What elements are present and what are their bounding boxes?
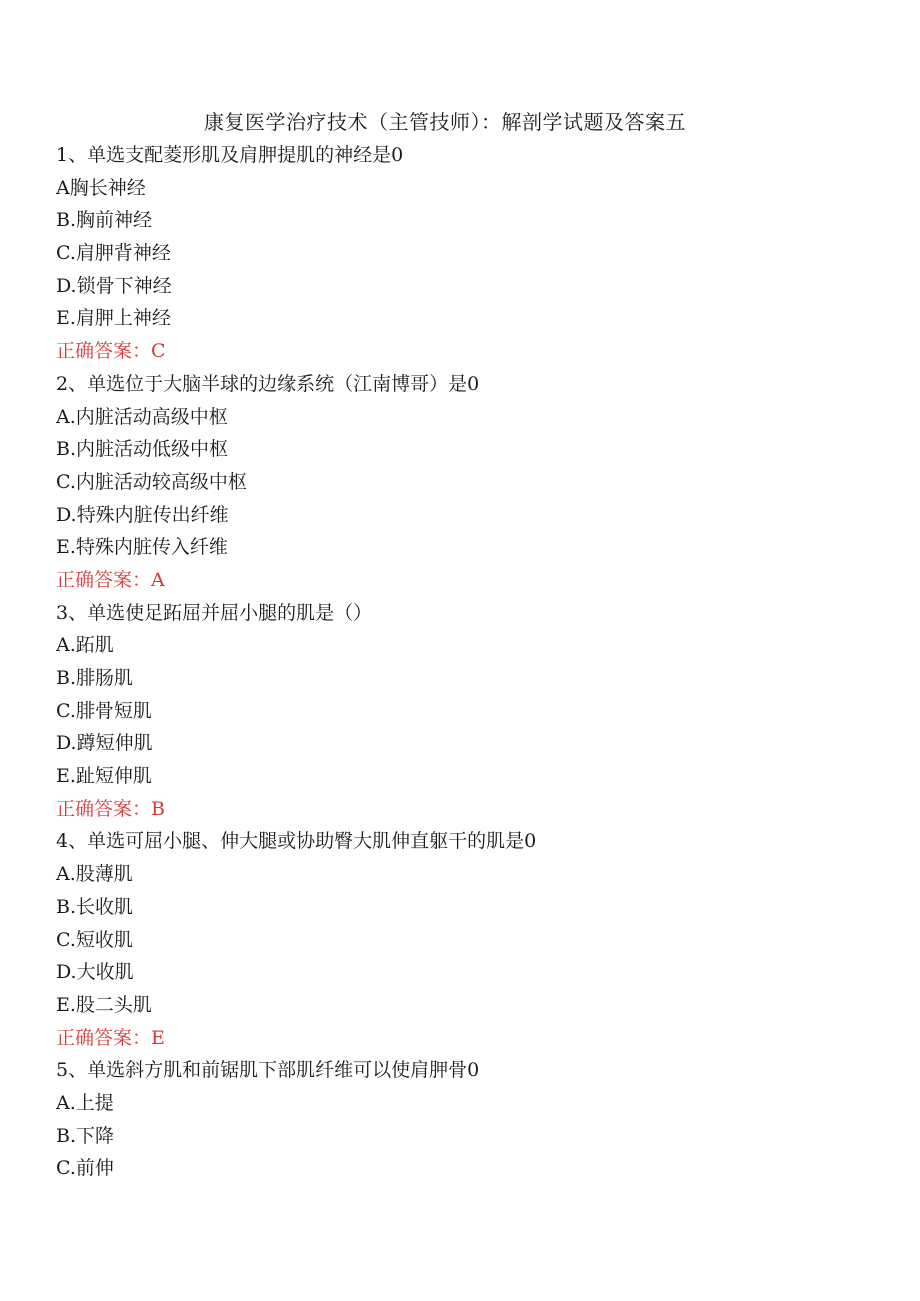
option-2b: B.内脏活动低级中枢 xyxy=(56,438,229,461)
option-5a: A.上提 xyxy=(56,1091,114,1114)
question-stem-1: 1、单选支配菱形肌及肩胛提肌的神经是0 xyxy=(56,144,404,166)
option-3e: E.趾短伸肌 xyxy=(56,765,152,788)
question-list xyxy=(56,139,896,1185)
option-4b: B.长收肌 xyxy=(56,895,134,918)
question-stem-4: 4、单选可屈小腿、伸大腿或协助臀大肌伸直躯干的肌是0 xyxy=(56,830,537,853)
option-3c: C.腓骨短肌 xyxy=(56,699,152,722)
option-3b: B.腓肠肌 xyxy=(56,667,134,689)
answer-3: 正确答案：B xyxy=(56,797,165,820)
question-stem-3: 3、单选使足跖屈并屈小腿的肌是（） xyxy=(56,601,373,624)
answer-4: 正确答案：E xyxy=(56,1026,165,1049)
option-1d: D.锁骨下神经 xyxy=(56,274,172,297)
answer-1: 正确答案：C xyxy=(56,340,166,363)
option-5c: C.前伸 xyxy=(56,1157,114,1180)
question-stem-5: 5、单选斜方肌和前锯肌下部肌纤维可以使肩胛骨0 xyxy=(56,1059,480,1082)
question-stem-2: 2、单选位于大脑半球的边缘系统（江南博哥）是0 xyxy=(56,372,480,395)
option-1a: A胸长神经 xyxy=(56,176,146,199)
option-3d: D.蹲短伸肌 xyxy=(56,732,153,755)
option-1b: B.胸前神经 xyxy=(56,209,153,232)
option-5b: B.下降 xyxy=(56,1124,115,1147)
option-3a: A.跖肌 xyxy=(56,634,114,657)
option-4d: D.大收肌 xyxy=(56,961,134,984)
option-2a: A.内脏活动高级中枢 xyxy=(56,405,228,428)
option-4e: E.股二头肌 xyxy=(56,993,152,1016)
option-2d: D.特殊内脏传出纤维 xyxy=(56,503,229,526)
option-2e: E.特殊内脏传入纤维 xyxy=(56,536,228,559)
option-1c: C.肩胛背神经 xyxy=(56,242,171,265)
option-4a: A.股薄肌 xyxy=(56,863,133,886)
document-title: 康复医学治疗技术（主管技师）：解剖学试题及答案五 xyxy=(204,110,686,134)
option-2c: C.内脏活动较高级中枢 xyxy=(56,470,247,493)
option-4c: C.短收肌 xyxy=(56,928,133,951)
answer-2: 正确答案：A xyxy=(56,568,165,591)
option-1e: E.肩胛上神经 xyxy=(56,307,171,330)
